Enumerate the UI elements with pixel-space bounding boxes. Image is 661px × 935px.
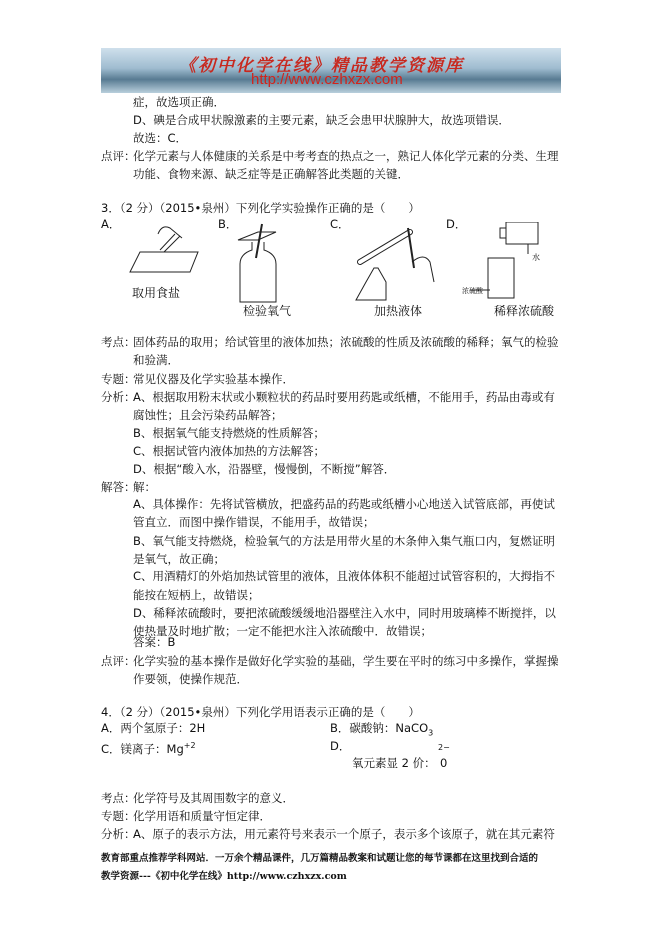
text-line: D、碘是合成甲状腺激素的主要元素，缺乏会患甲状腺肿大，故选项错误．	[133, 113, 510, 127]
text-line: 是氧气，故正确；	[133, 552, 225, 566]
footer-line: 教育部重点推荐学科网站．一万余个精品课件，几万篇精品教案和试题让您的每节课都在这里找到合适的	[101, 853, 539, 864]
banner-url[interactable]: http://www.czhxzx.com	[251, 71, 403, 88]
heating-liquid-illustration	[350, 222, 440, 304]
text-line: 化学元素与人体健康的关系是中考考查的热点之一，熟记人体化学元素的分类、生理	[133, 149, 559, 163]
text-line: B、根据氧气能支持燃烧的性质解答；	[133, 426, 325, 440]
section-label: 点评：	[101, 149, 136, 163]
oxygen-symbol: 0	[440, 756, 448, 770]
footer-line: 教学资源---《初中化学在线》http://www.czhxzx.com	[101, 871, 347, 882]
text-line: 使热量及时地扩散；一定不能把水注入浓硫酸中．故错误；	[133, 624, 432, 638]
option-c-text: C．镁离子：Mg	[101, 741, 184, 756]
header-banner	[101, 48, 561, 93]
text-line: D、根据“酸入水，沿器壁，慢慢倒，不断搅”解答．	[133, 462, 396, 476]
text-line: D、稀释浓硫酸时，要把浓硫酸缓缓地沿器壁注入水中，同时用玻璃棒不断搅拌，以	[133, 606, 556, 620]
option-a-letter: A．	[101, 217, 121, 231]
text-line: 化学符号及其周围数字的意义．	[133, 791, 294, 805]
text-line: 能按在短柄上，故错误；	[133, 588, 260, 602]
text-line: 化学实验的基本操作是做好化学实验的基础，学生要在平时的练习中多操作，掌握操	[133, 654, 559, 668]
label-water: 水	[532, 253, 540, 262]
section-label: 考点：	[101, 335, 136, 349]
option-d-text: 氧元素显 2 价：	[352, 756, 436, 770]
section-label: 点评：	[101, 654, 136, 668]
text-line: 化学用语和质量守恒定律．	[133, 809, 271, 823]
text-line: B、氧气能支持燃烧，检验氧气的方法是用带火星的木条伸入集气瓶口内，复燃证明	[133, 534, 555, 548]
option-d-letter: D．	[446, 217, 467, 231]
option-c-caption: 加热液体	[374, 304, 423, 318]
text-line: C、根据试管内液体加热的方法解答；	[133, 444, 326, 458]
banner-title: 《初中化学在线》精品教学资源库	[179, 56, 464, 76]
section-label: 解答：	[101, 480, 136, 494]
section-label: 专题：	[101, 809, 136, 823]
text-line: 功能、食物来源、缺乏症等是正确解答此类题的关键．	[133, 167, 409, 181]
section-label: 分析：	[101, 390, 136, 404]
label-acid: 浓硫酸	[462, 287, 483, 295]
section-label: 分析：	[101, 827, 136, 841]
text-line: 常见仪器及化学实验基本操作．	[133, 372, 294, 386]
text-line: 作要领，使操作规范．	[133, 672, 248, 686]
question-4-title: 4．（2 分）（2015•泉州）下列化学用语表示正确的是（ ）	[101, 705, 420, 719]
option-c	[101, 738, 196, 757]
text-line: 固体药品的取用；给试管里的液体加热；浓硫酸的性质及浓硫酸的稀释；氧气的检验	[133, 335, 559, 349]
text-line: 和验满．	[133, 353, 179, 367]
answer: 答案：B	[133, 635, 176, 649]
oxygen-test-illustration	[232, 222, 292, 304]
section-label: 专题：	[101, 372, 136, 386]
option-a-caption: 取用食盐	[132, 286, 181, 300]
text-line: 故选：C．	[133, 131, 188, 145]
text-line: 解：	[133, 480, 156, 494]
option-a: A．两个氢原子：2H	[101, 721, 206, 735]
subscript: 3	[428, 728, 434, 738]
text-line: A、具体操作：先将试管横放，把盛药品的药匙或纸槽小心地送入试管底部，再使试	[133, 497, 555, 511]
option-b-text: B．碳酸钠：NaCO	[330, 721, 429, 735]
text-line: A、根据取用粉末状或小颗粒状的药品时要用药匙或纸槽，不能用手，药品由毒或有	[133, 390, 555, 404]
text-line: 管直立．而图中操作错误，不能用手，故错误；	[133, 515, 375, 529]
text-line: A、原子的表示方法，用元素符号来表示一个原子，表示多个该原子，就在其元素符	[133, 827, 555, 841]
option-d-caption: 稀释浓硫酸	[494, 304, 555, 318]
text-line: 症，故选项正确．	[133, 95, 225, 109]
option-c-letter: C．	[330, 217, 350, 231]
option-d-letter: D．	[330, 739, 351, 753]
text-line: 腐蚀性；且会污染药品解答；	[133, 408, 283, 422]
section-label: 考点：	[101, 791, 136, 805]
question-3-title: 3．（2 分）（2015•泉州）下列化学实验操作正确的是（ ）	[101, 201, 420, 215]
text-line: C、用酒精灯的外焰加热试管里的液体，且液体体积不能超过试管容积的，大拇指不	[133, 569, 556, 583]
option-b-letter: B．	[218, 217, 238, 231]
valence-mark: 2−	[438, 743, 450, 752]
salt-taking-illustration	[120, 222, 200, 284]
superscript: +2	[183, 741, 196, 750]
option-b-caption: 检验氧气	[243, 304, 292, 318]
